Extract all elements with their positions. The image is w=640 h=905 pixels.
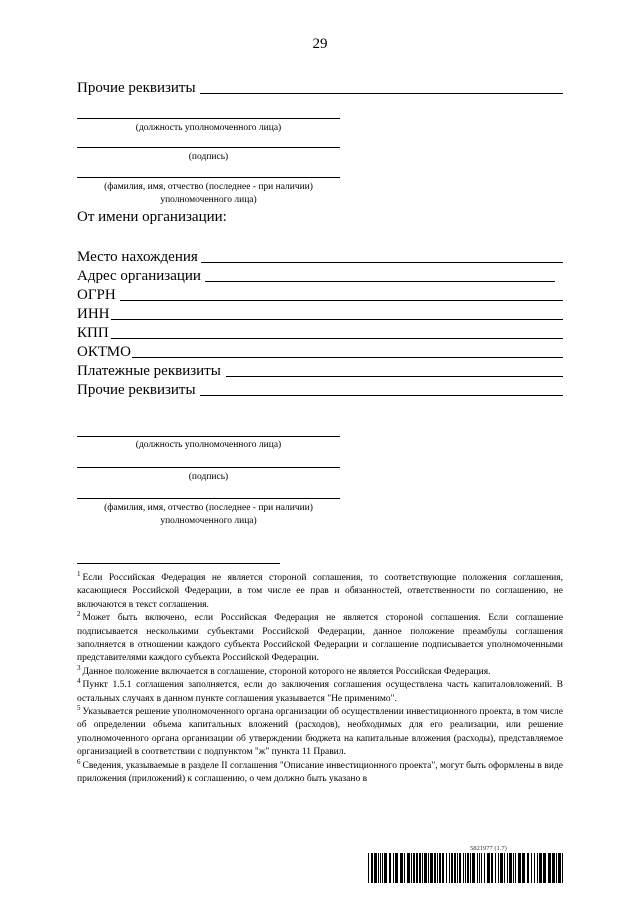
barcode-bar-4 [380,853,381,883]
barcode-bar-18 [424,853,427,883]
barcode-bar-57 [543,853,546,883]
barcode-bar-19 [428,853,429,883]
oktmo-input-line[interactable] [132,357,563,358]
position-caption: (должность уполномоченного лица) [135,123,282,133]
barcode-bar-34 [470,853,471,883]
other-details-label: Прочие реквизиты [77,80,196,96]
barcode-bar-58 [548,853,551,883]
footnote-1-text: Если Российская Федерация не является стороной соглашения, то соответствующие положения соглашения, касающиеся Российской Федерации, в том числе ее прав и обязанностей, ответственности по соглашению, не включаются в текст соглашения. [77,573,563,610]
org-heading: От имени организации: [77,209,227,225]
address-input-line[interactable] [205,281,555,282]
barcode-bar-50 [518,853,521,883]
footnote-3-number: 3 [77,663,81,672]
barcode-bar-7 [389,853,391,883]
footnote-6-text: Сведения, указываемые в разделе II соглашения "Описание инвестиционного проекта", могут быть оформлены в виде приложения (приложений) к соглашению, о чем должно быть указано в [77,760,563,785]
barcode-bar-52 [527,853,529,883]
barcode-bar-21 [434,853,436,883]
barcode-bar-23 [439,853,441,883]
barcode-bar-20 [430,853,433,883]
signature-caption: (подпись) [188,152,229,162]
footnote-2-text: Может быть включено, если Российская Федерация не является стороной соглашения. Если соглашение подписывается несколькими субъектами Российской Федерации, данное положение преамбулы соглашения заполняется в отношении каждого субъекта Российской Федерации и соглашение подписывается уполномоченными представителями каждого субъекта Российской Федерации. [77,613,563,664]
inn-label: ИНН [77,306,110,322]
footnote-3 [77,663,563,679]
barcode-bar-48 [513,853,514,883]
other-details-input-line-2[interactable] [200,395,563,396]
barcode-bar-3 [378,853,379,883]
footnote-6-number: 6 [77,757,81,766]
footnote-3-text: Данное положение включается в соглашение, стороной которого не является Российская Федерация. [82,666,491,677]
barcode-bar-61 [558,853,561,883]
position-line[interactable] [77,118,340,119]
barcode-bar-62 [562,853,563,883]
footnote-1 [77,569,563,612]
footnote-5-number: 5 [77,703,81,712]
footnote-5 [77,703,563,760]
barcode-bar-30 [459,853,461,883]
barcode-bar-0 [368,853,369,883]
other-details-label-2: Прочие реквизиты [77,382,196,398]
barcode-bar-35 [472,853,475,883]
barcode-bar-28 [454,853,456,883]
barcode-bar-14 [413,853,415,883]
barcode-bar-53 [531,853,532,883]
barcode-bar-49 [515,853,516,883]
barcode-bar-5 [382,853,383,883]
footnote-4-number: 4 [77,677,81,686]
barcode-bar-44 [500,853,503,883]
footnote-2 [77,612,563,666]
barcode-bar-42 [495,853,496,883]
full-name-caption-line2: уполномоченного лица) [160,195,257,205]
barcode-bar-2 [374,853,377,883]
ogrn-input-line[interactable] [120,300,563,301]
signature-line-2[interactable] [77,467,340,468]
barcode-bar-11 [404,853,405,883]
barcode-bar-15 [416,853,418,883]
barcode-bar-54 [534,853,535,883]
barcode-bar-56 [539,853,542,883]
footnote-separator [77,563,280,564]
document-code: 5821977 (1.7) [470,845,507,852]
barcode-bar-27 [451,853,453,883]
footnote-1-number: 1 [77,569,81,578]
footnote-2-number: 2 [77,610,81,619]
barcode-bar-51 [522,853,525,883]
payment-details-label: Платежные реквизиты [77,363,221,379]
kpp-label: КПП [77,325,109,341]
barcode-bar-45 [504,853,505,883]
barcode-bar-60 [556,853,557,883]
barcode-bar-29 [457,853,458,883]
position-caption-2: (должность уполномоченного лица) [135,440,282,450]
other-details-input-line[interactable] [200,93,563,94]
address-label: Адрес организации [77,268,201,284]
footnotes [77,569,563,787]
barcode-bar-16 [419,853,421,883]
barcode-bar-6 [384,853,387,883]
barcode-bar-55 [537,853,538,883]
ogrn-label: ОГРН [77,287,116,303]
oktmo-label: ОКТМО [77,344,131,360]
full-name-line-2[interactable] [77,498,340,499]
full-name-caption-line1: (фамилия, имя, отчество (последнее - при наличии) [104,182,313,192]
barcode-bar-9 [395,853,398,883]
full-name-caption [77,181,340,207]
barcode-bar-43 [498,853,499,883]
barcode-bar-8 [393,853,394,883]
signature-line[interactable] [77,147,340,148]
barcode-bar-46 [507,853,508,883]
location-label: Место нахождения [77,249,198,265]
footnote-6 [77,757,563,787]
position-line-2[interactable] [77,436,340,437]
barcode-bar-24 [442,853,444,883]
barcode-bar-31 [463,853,464,883]
barcode-bar-41 [491,853,493,883]
barcode-bar-33 [467,853,469,883]
barcode-bar-38 [481,853,482,883]
barcode-bar-32 [465,853,466,883]
barcode-bar-25 [446,853,447,883]
barcode-bar-1 [371,853,373,883]
signature-caption-2: (подпись) [188,472,229,482]
barcode-bar-37 [479,853,480,883]
barcode-bar-40 [487,853,490,883]
location-input-line[interactable] [201,262,563,263]
barcode-bar-12 [407,853,410,883]
barcode-bar-13 [411,853,412,883]
barcode-bar-10 [400,853,403,883]
barcode-bar-59 [552,853,555,883]
barcode-bar-26 [449,853,450,883]
barcode-bar-22 [437,853,438,883]
full-name-caption-2-line1: (фамилия, имя, отчество (последнее - при наличии) [104,503,313,513]
page-number: 29 [312,36,328,52]
footnote-4-text: Пункт 1.5.1 соглашения заполняется, если до заключения соглашения осуществлена часть капиталовложений. В остальных случаях в данном пункте соглашения указывается "Не применимо". [77,680,563,704]
full-name-caption-2 [77,502,340,528]
barcode-bar-36 [477,853,478,883]
barcode-bar-47 [509,853,512,883]
barcode-bar-39 [484,853,485,883]
barcode-image [368,853,567,883]
full-name-caption-2-line2: уполномоченного лица) [160,516,257,526]
full-name-line[interactable] [77,177,340,178]
footnote-4 [77,679,563,706]
barcode-bar-17 [422,853,423,883]
payment-details-input-line[interactable] [226,376,563,377]
footnote-5-text: Указывается решение уполномоченного органа организации об осуществлении инвестиционного проекта, в том числе об определении объема капитальных вложений (расходов), необходимых для его реализации, или решение уполномоченного органа организации об утверждении бюджета на капитальные вложения (расходы), представляемое организацией в соответствии с подпунктом "ж" пункта 11 Правил. [77,707,563,758]
inn-input-line[interactable] [111,319,563,320]
kpp-input-line[interactable] [111,338,563,339]
